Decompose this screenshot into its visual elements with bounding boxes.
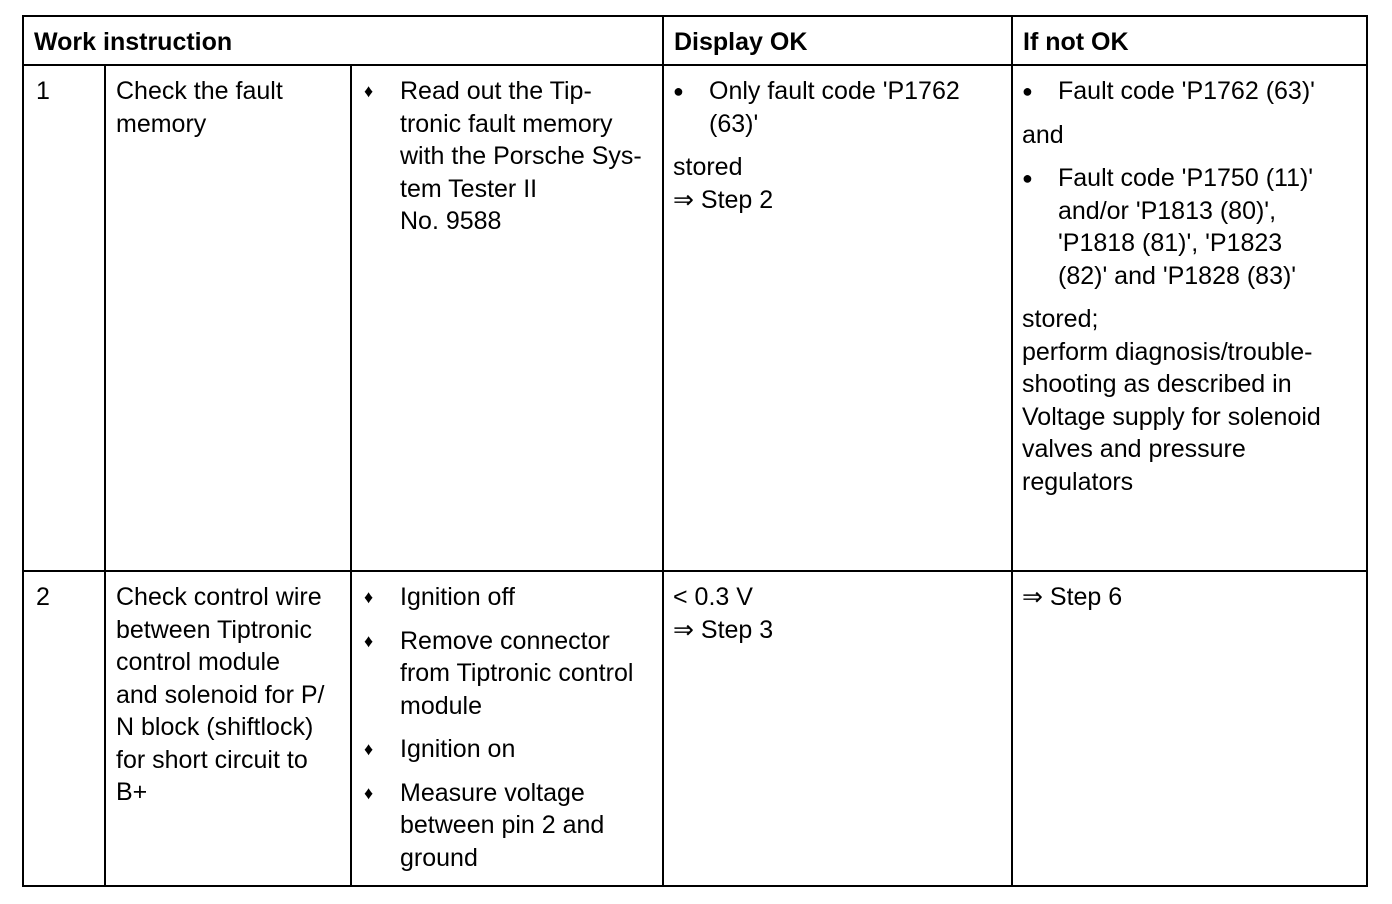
- bullet-icon: ●: [1022, 81, 1033, 101]
- diamond-bullet-icon: ♦: [364, 587, 374, 607]
- work-instruction-table: [22, 15, 1368, 887]
- list-item: ♦ Measure voltage between pin 2 and ground: [364, 777, 656, 875]
- list-item: ● Fault code 'P1750 (11)' and/or 'P1813 (80)', 'P1818 (81)', 'P1823 (82)' and 'P1828 (83)': [1022, 162, 1360, 292]
- instruction-steps: [351, 571, 663, 886]
- list-item: ♦ Ignition off: [364, 581, 656, 614]
- table-row: [23, 571, 1367, 886]
- header-work-instruction: Work instruction: [23, 16, 663, 65]
- if-not-ok-result: stored; perform diagnosis/trouble- shooting as described in Voltage supply for solenoid valves and pressure regulators: [1022, 305, 1321, 496]
- task-description: [105, 571, 351, 886]
- display-ok-result: < 0.3 V ⇒ Step 3: [673, 583, 774, 644]
- list-item: ♦ Ignition on: [364, 733, 656, 766]
- header-if-not-ok: If not OK: [1012, 16, 1367, 65]
- display-ok-result: stored ⇒ Step 2: [673, 153, 774, 214]
- task-description: [105, 65, 351, 571]
- diamond-bullet-icon: ♦: [364, 630, 374, 651]
- if-not-ok-cell: [1012, 571, 1367, 886]
- if-not-ok-result: ⇒ Step 6: [1022, 583, 1123, 611]
- display-ok-cell: [663, 571, 1012, 886]
- list-item: ♦ Remove connector from Tiptronic control module: [364, 625, 656, 723]
- bullet-icon: ●: [1022, 168, 1033, 188]
- list-item: ● Only fault code 'P1762 (63)': [673, 75, 1005, 140]
- task-text: Check control wire between Tiptronic control module and solenoid for P/ N block (shiftlock) for short circuit to B+: [116, 583, 325, 806]
- step-number: 2: [23, 571, 105, 886]
- list-item: ♦ Read out the Tip- tronic fault memory with the Porsche Sys- tem Tester II No. 9588: [364, 75, 656, 238]
- diamond-bullet-icon: ♦: [364, 739, 374, 759]
- list-item: ● Fault code 'P1762 (63)': [1022, 75, 1360, 108]
- diamond-bullet-icon: ♦: [364, 782, 374, 803]
- step-number: 1: [23, 65, 105, 571]
- task-text: Check the fault memory: [116, 77, 283, 138]
- if-not-ok-cell: [1012, 65, 1367, 571]
- display-ok-cell: [663, 65, 1012, 571]
- bullet-icon: ●: [673, 81, 684, 101]
- header-display-ok: Display OK: [663, 16, 1012, 65]
- instruction-steps: [351, 65, 663, 571]
- table-row: [23, 65, 1367, 571]
- connector-text: and: [1022, 120, 1064, 149]
- table-header-row: [23, 16, 1367, 65]
- diamond-bullet-icon: ♦: [364, 81, 374, 101]
